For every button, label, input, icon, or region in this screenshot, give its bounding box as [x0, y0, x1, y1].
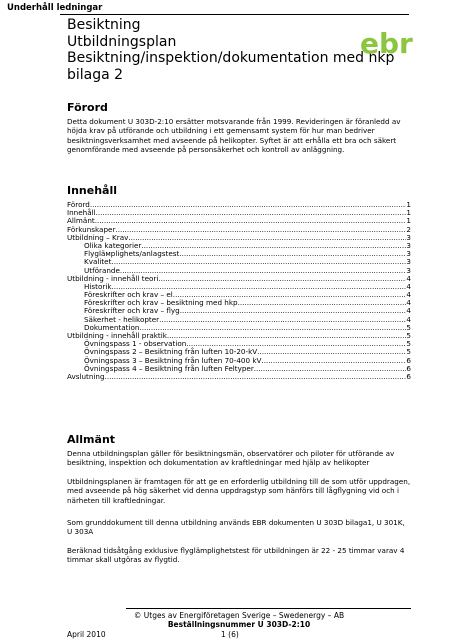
- toc-entry-page: 5: [406, 331, 411, 340]
- toc-entry-page: 4: [406, 314, 411, 324]
- toc-entry-page: 3: [406, 257, 411, 267]
- toc-entry-title: Utbildning – Krav: [67, 232, 129, 242]
- footer-copyright: © Utges av Energiföretagen Sverige – Swedenergy – AB: [133, 611, 345, 620]
- toc-leader-dots: [120, 267, 407, 275]
- toc-entry-title: Dokumentation: [84, 322, 140, 332]
- title-line-4: bilaga 2: [67, 66, 124, 83]
- toc-entry-title: Kvalitet: [84, 257, 112, 267]
- toc-entry-title: Innehåll: [67, 208, 96, 218]
- toc-leader-dots: [95, 217, 407, 225]
- ebr-logo: [360, 28, 432, 58]
- toc-leader-dots: [179, 250, 406, 258]
- toc-leader-dots: [141, 242, 406, 250]
- toc-leader-dots: [167, 332, 407, 340]
- toc-entry-page: 3: [406, 265, 411, 275]
- toc-entry[interactable]: [67, 250, 411, 258]
- toc-entry-title: Förkunskaper: [67, 224, 116, 234]
- toc-entry-title: Föreskrifter och krav – flyg: [84, 306, 180, 316]
- title-line-2: Utbildningsplan: [67, 33, 177, 50]
- toc-entry-page: 3: [406, 240, 411, 250]
- toc-leader-dots: [128, 234, 406, 242]
- toc-leader-dots: [139, 324, 406, 332]
- toc-entry-title: Utförande: [84, 265, 120, 275]
- toc-entry-page: 2: [406, 224, 411, 234]
- toc-entry[interactable]: [67, 373, 411, 381]
- title-line-1: Besiktning: [67, 17, 141, 33]
- toc-entry-page: 1: [406, 200, 411, 209]
- toc-entry-page: 1: [406, 208, 411, 218]
- toc-entry-page: 3: [406, 232, 411, 242]
- toc-entry[interactable]: [67, 365, 411, 373]
- toc-entry-page: 4: [406, 281, 411, 291]
- table-of-contents: [67, 201, 411, 381]
- document-title: [67, 17, 394, 83]
- toc-entry-title: Föreskrifter och krav – besiktning med hkp: [84, 298, 238, 308]
- toc-leader-dots: [105, 373, 407, 381]
- toc-entry-page: 1: [406, 216, 411, 226]
- toc-entry-title: Utbildning - innehåll teori: [67, 273, 159, 283]
- toc-entry-page: 5: [406, 322, 411, 332]
- toc-entry-page: 6: [406, 355, 411, 365]
- toc-entry-title: Övningspass 2 – Besiktning från luften 10-20-kV: [84, 347, 258, 357]
- toc-entry-page: 6: [406, 363, 411, 373]
- footer-date: April 2010: [67, 630, 106, 639]
- toc-leader-dots: [158, 275, 406, 283]
- toc-entry-title: Förord: [67, 200, 90, 209]
- toc-entry-title: Säkerhet - helikopter: [84, 314, 160, 324]
- title-line-3: Besiktning/inspektion/dokumentation med hkp: [67, 50, 395, 66]
- general-paragraph-3: Som grunddokument till denna utbildning används EBR dokumenten U 303D bilaga1, U 301K, U 303A: [67, 518, 405, 537]
- toc-leader-dots: [257, 348, 406, 356]
- toc-entry-title: Övningspass 1 - observation: [84, 339, 187, 349]
- toc-leader-dots: [180, 307, 407, 315]
- toc-entry-page: 4: [406, 298, 411, 308]
- footer-order-number: Beställningsnummer U 303D-2:10: [167, 620, 311, 629]
- toc-entry-title: Olika kategorier: [84, 240, 142, 250]
- toc-entry-page: 5: [406, 339, 411, 349]
- foreword-heading: Förord: [67, 101, 108, 114]
- general-paragraph-1: Denna utbildningsplan gäller för besiktningsmän, observatörer och piloter för utförande av besiktning, inspektion och dokumentation av kraftledningar med hjälp av helikopter: [67, 449, 395, 468]
- toc-leader-dots: [159, 316, 406, 324]
- toc-entry-title: Föreskrifter och krav – el: [84, 290, 173, 300]
- foreword-text: Detta dokument U 303D-2:10 ersätter motsvarande från 1999. Revideringen är föranledd av höjda krav på utförande och utbildning i ett gemensamt system för hur man bedriver besiktningsverksamhet med avseende på helikopter. Syftet är att erhålla ett bra och säkert genomförande med avseende på personsäkerhet och kontroll av anläggning.: [67, 117, 401, 155]
- toc-entry-title: Avslutning: [67, 371, 105, 381]
- toc-heading: Innehåll: [67, 184, 118, 197]
- toc-leader-dots: [238, 299, 407, 307]
- header-rule: [60, 14, 409, 15]
- footer-page-number: 1 (6): [221, 630, 239, 639]
- toc-entry-title: Historik: [84, 281, 112, 291]
- toc-leader-dots: [111, 258, 406, 266]
- toc-leader-dots: [254, 365, 407, 373]
- toc-entry[interactable]: [67, 201, 411, 209]
- footer-rule: [126, 608, 411, 609]
- toc-entry-page: 6: [406, 371, 411, 381]
- toc-entry-title: Utbildning - innehåll praktik: [67, 331, 167, 340]
- toc-entry-title: Allmänt: [67, 216, 95, 226]
- toc-entry-page: 4: [406, 290, 411, 300]
- header-section-label: Underhåll ledningar: [7, 3, 103, 13]
- toc-leader-dots: [261, 357, 406, 365]
- general-paragraph-4: Beräknad tidsåtgång exklusive flyglämplighetstest för utbildningen är 22 - 25 timmar varav 4 timmar skall utgöras av flygtid.: [67, 546, 405, 565]
- toc-leader-dots: [115, 226, 406, 234]
- toc-leader-dots: [90, 201, 407, 209]
- general-heading: Allmänt: [67, 433, 116, 446]
- toc-entry-title: Övningspass 4 – Besiktning från luften Feltyper: [84, 363, 254, 373]
- toc-entry-title: Övningspass 3 – Besiktning från luften 70-400 kV: [84, 355, 262, 365]
- toc-entry-page: 4: [406, 273, 411, 283]
- toc-entry[interactable]: [67, 217, 411, 225]
- toc-entry-page: 3: [406, 249, 411, 259]
- toc-entry[interactable]: [67, 209, 411, 217]
- general-paragraph-2: Utbildningsplanen är framtagen för att ge en erforderlig utbildning till de som utför uppdragen, med avseende på hög säkerhet vid denna uppdragstyp som hänförs till lågflygning vid och i närheten till kraftledningar.: [67, 477, 411, 505]
- toc-entry-title: Flygläмplighets/anlagstest: [84, 249, 180, 259]
- toc-entry-page: 5: [406, 347, 411, 357]
- ebr-logo-text: ebr: [360, 28, 413, 58]
- toc-entry-page: 4: [406, 306, 411, 316]
- toc-entry[interactable]: [67, 275, 411, 283]
- toc-leader-dots: [96, 209, 407, 217]
